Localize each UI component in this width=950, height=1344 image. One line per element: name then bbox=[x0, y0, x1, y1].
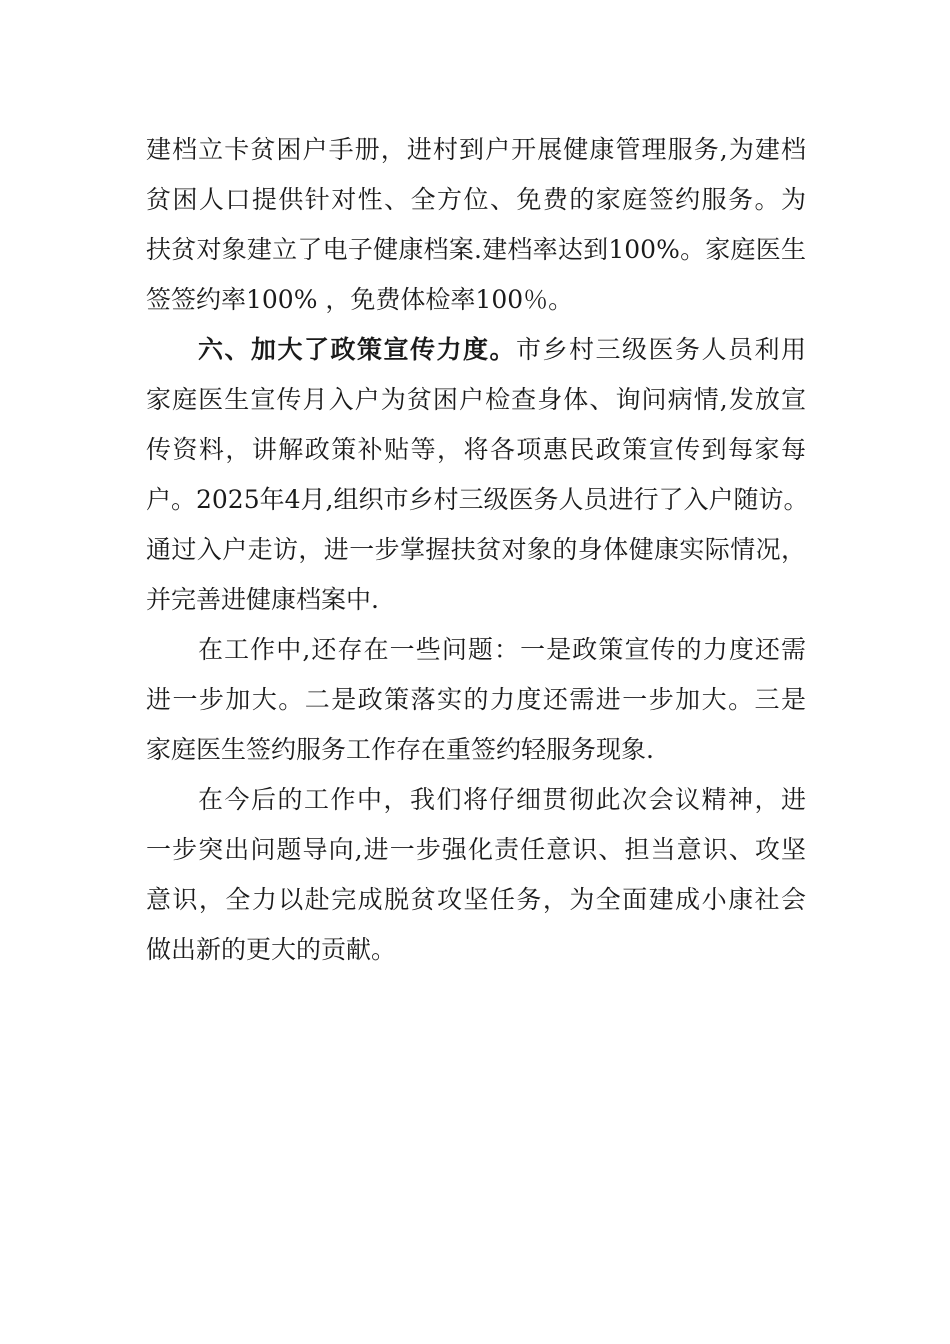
text-line: 家庭医生签约服务工作存在重签约轻服务现象. bbox=[146, 735, 654, 764]
text-line: 在工作中,还存在一些问题：一是政策宣传的力度还需 bbox=[198, 635, 806, 664]
text-line: 通过入户走访，进一步掌握扶贫对象的身体健康实际情况， bbox=[146, 535, 806, 564]
text-line: 户。2025年4月,组织市乡村三级医务人员进行了入户随访。 bbox=[146, 485, 809, 514]
section-six-first-line bbox=[198, 330, 806, 370]
text-line: 建档立卡贫困户手册，进村到户开展健康管理服务,为建档 bbox=[146, 135, 806, 164]
text-line: 扶贫对象建立了电子健康档案.建档率达到100%。家庭医生 bbox=[146, 235, 806, 264]
text-line: 签签约率100% ，免费体检率100％。 bbox=[146, 285, 574, 314]
text-line: 家庭医生宣传月入户为贫困户检查身体、询问病情,发放宣 bbox=[146, 385, 806, 414]
text-span: 市乡村三级医务人员利用 bbox=[515, 335, 806, 364]
section-heading: 六、加大了政策宣传力度。 bbox=[198, 335, 516, 364]
text-line: 做出新的更大的贡献。 bbox=[146, 935, 397, 964]
text-line: 进一步加大。二是政策落实的力度还需进一步加大。三是 bbox=[146, 685, 806, 714]
text-line: 意识，全力以赴完成脱贫攻坚任务，为全面建成小康社会 bbox=[146, 885, 806, 914]
text-line: 并完善进健康档案中. bbox=[146, 585, 379, 614]
text-line: 传资料，讲解政策补贴等，将各项惠民政策宣传到每家每 bbox=[146, 435, 806, 464]
text-line: 一步突出问题导向,进一步强化责任意识、担当意识、攻坚 bbox=[146, 835, 806, 864]
text-line: 贫困人口提供针对性、全方位、免费的家庭签约服务。为 bbox=[146, 185, 806, 214]
text-line: 在今后的工作中，我们将仔细贯彻此次会议精神，进 bbox=[198, 785, 806, 814]
